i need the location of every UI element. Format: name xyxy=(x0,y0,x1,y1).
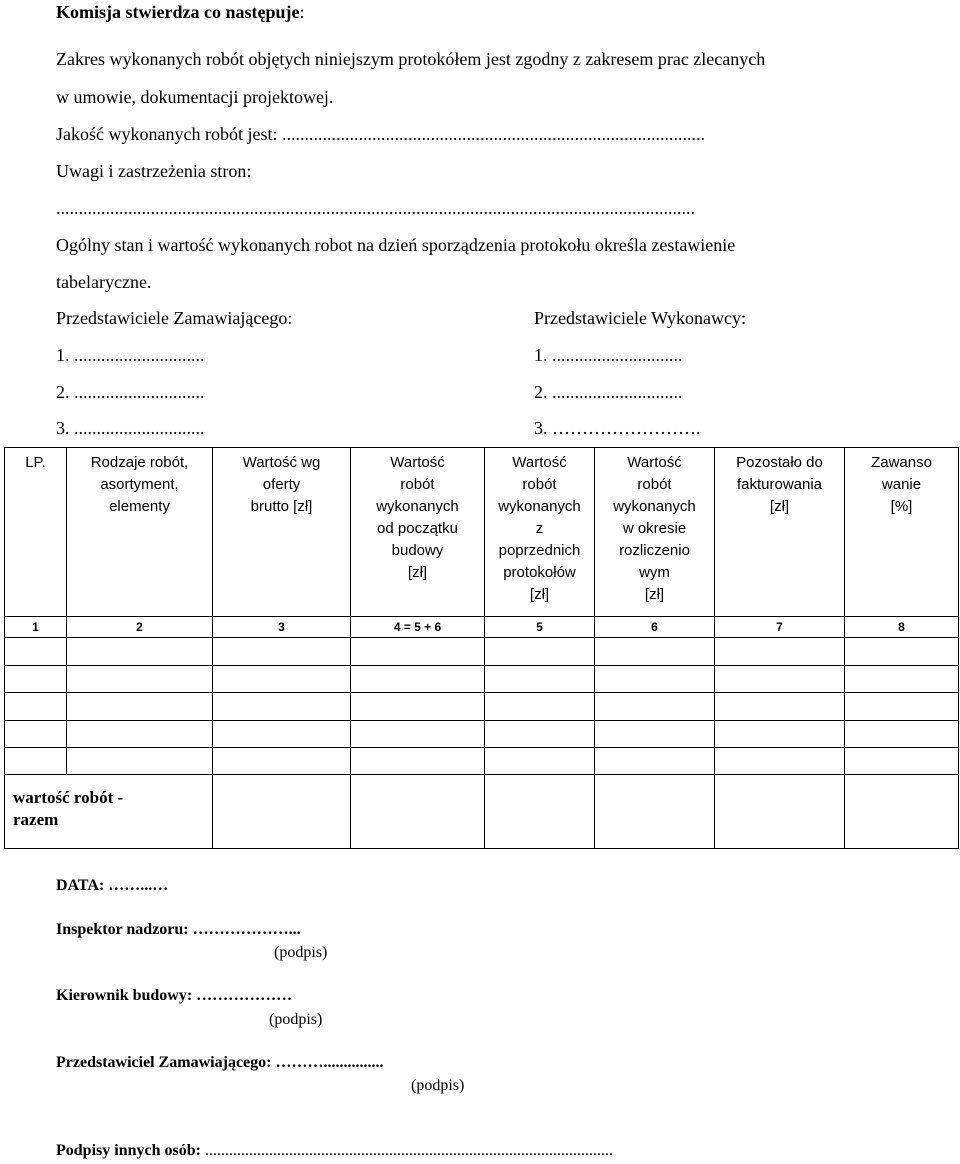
table-cell[interactable] xyxy=(67,665,213,692)
table-cell[interactable] xyxy=(67,747,213,774)
table-cell[interactable] xyxy=(213,665,351,692)
column-number: 3 xyxy=(213,617,351,638)
date-line: DATA: ……...… xyxy=(56,877,169,894)
scope-line-2: w umowie, dokumentacji projektowej. xyxy=(56,87,334,107)
sum-cell[interactable] xyxy=(351,775,485,849)
table-row xyxy=(5,720,959,747)
column-number: 7 xyxy=(715,617,845,638)
contractor-representative-3: 3. ……………………. xyxy=(534,418,701,438)
table-cell[interactable] xyxy=(715,693,845,720)
other-signatures-line xyxy=(56,1142,613,1160)
sum-cell[interactable] xyxy=(845,775,959,849)
table-cell[interactable] xyxy=(845,665,959,692)
column-number: 4 = 5 + 6 xyxy=(351,617,485,638)
table-cell[interactable] xyxy=(715,665,845,692)
table-cell[interactable] xyxy=(485,720,595,747)
sum-cell[interactable] xyxy=(715,775,845,849)
section-heading-colon: : xyxy=(299,2,305,22)
table-row xyxy=(5,665,959,692)
header-progress: Zawanso wanie [%] xyxy=(845,448,959,617)
site-manager-line: Kierownik budowy: ……………… xyxy=(56,987,293,1004)
inspector-sign-caption: (podpis) xyxy=(274,944,328,961)
general-line-1: Ogólny stan i wartość wykonanych robot na dzień sporządzenia protokołu określa zestawienie xyxy=(56,235,736,255)
column-number: 1 xyxy=(5,617,67,638)
header-value-previous-protocols: Wartość robót wykonanych z poprzednich protokołów [zł] xyxy=(485,448,595,617)
table-header-row xyxy=(5,448,959,617)
table-cell[interactable] xyxy=(5,665,67,692)
orderer-representatives-title: Przedstawiciele Zamawiającego: xyxy=(56,308,293,328)
table-cell[interactable] xyxy=(351,665,485,692)
table-row xyxy=(5,693,959,720)
column-number: 6 xyxy=(595,617,715,638)
table-cell[interactable] xyxy=(595,638,715,665)
sum-label: wartość robót - razem xyxy=(5,775,213,849)
sum-cell[interactable] xyxy=(595,775,715,849)
table-cell[interactable] xyxy=(351,747,485,774)
table-cell[interactable] xyxy=(67,720,213,747)
table-cell[interactable] xyxy=(715,747,845,774)
table-cell[interactable] xyxy=(595,720,715,747)
sum-cell[interactable] xyxy=(485,775,595,849)
general-line-2: tabelaryczne. xyxy=(56,272,152,292)
table-cell[interactable] xyxy=(595,747,715,774)
table-row xyxy=(5,638,959,665)
table-cell[interactable] xyxy=(5,747,67,774)
works-summary-table xyxy=(4,447,959,849)
header-remaining-to-invoice: Pozostało do fakturowania [zł] xyxy=(715,448,845,617)
table-cell[interactable] xyxy=(485,665,595,692)
table-cell[interactable] xyxy=(5,638,67,665)
column-number: 5 xyxy=(485,617,595,638)
table-cell[interactable] xyxy=(67,693,213,720)
table-cell[interactable] xyxy=(213,720,351,747)
header-work-types: Rodzaje robót, asortyment, elementy xyxy=(67,448,213,617)
contractor-representatives-title: Przedstawiciele Wykonawcy: xyxy=(534,308,747,328)
other-signatures-label: Podpisy innych osób: xyxy=(56,1142,205,1159)
orderer-representative-1: 1. ............................. xyxy=(56,345,205,365)
table-cell[interactable] xyxy=(5,693,67,720)
orderer-representative-sign-caption: (podpis) xyxy=(411,1077,465,1094)
table-cell[interactable] xyxy=(845,638,959,665)
table-cell[interactable] xyxy=(845,747,959,774)
table-cell[interactable] xyxy=(715,720,845,747)
quality-line: Jakość wykonanych robót jest: .............................................................................................. xyxy=(56,124,705,144)
inspector-line: Inspektor nadzoru: ………………... xyxy=(56,921,301,938)
table-cell[interactable] xyxy=(351,720,485,747)
table-cell[interactable] xyxy=(67,638,213,665)
column-numbers-row xyxy=(5,617,959,638)
orderer-representative-3: 3. ............................. xyxy=(56,418,205,438)
remarks-label: Uwagi i zastrzeżenia stron: xyxy=(56,161,252,181)
header-lp: LP. xyxy=(5,448,67,617)
table-cell[interactable] xyxy=(213,747,351,774)
table-cell[interactable] xyxy=(845,720,959,747)
table-cell[interactable] xyxy=(485,638,595,665)
header-value-current-period: Wartość robót wykonanych w okresie rozliczenio wym [zł] xyxy=(595,448,715,617)
column-number: 8 xyxy=(845,617,959,638)
table-row xyxy=(5,747,959,774)
section-heading-bold: Komisja stwierdza co następuje xyxy=(56,2,300,22)
table-cell[interactable] xyxy=(845,693,959,720)
table-sum-row xyxy=(5,775,959,849)
contractor-representative-2: 2. ............................. xyxy=(534,382,683,402)
orderer-representative-line: Przedstawiciel Zamawiającego: ………............... xyxy=(56,1054,384,1071)
table-cell[interactable] xyxy=(213,693,351,720)
header-offer-value: Wartość wg oferty brutto [zł] xyxy=(213,448,351,617)
column-number: 2 xyxy=(67,617,213,638)
remarks-dots: .............................................................................................................................................. xyxy=(56,198,695,218)
other-signatures-dots: ...................................................................................................... xyxy=(204,1142,613,1159)
contractor-representative-1: 1. ............................. xyxy=(534,345,683,365)
table-cell[interactable] xyxy=(351,638,485,665)
table-cell[interactable] xyxy=(5,720,67,747)
table-cell[interactable] xyxy=(485,693,595,720)
table-cell[interactable] xyxy=(595,665,715,692)
header-value-since-start: Wartość robót wykonanych od początku budowy [zł] xyxy=(351,448,485,617)
section-heading xyxy=(56,2,304,23)
table-cell[interactable] xyxy=(485,747,595,774)
orderer-representative-2: 2. ............................. xyxy=(56,382,205,402)
table-cell[interactable] xyxy=(213,638,351,665)
table-cell[interactable] xyxy=(595,693,715,720)
table-cell[interactable] xyxy=(351,693,485,720)
sum-cell[interactable] xyxy=(213,775,351,849)
scope-line-1: Zakres wykonanych robót objętych niniejszym protokółem jest zgodny z zakresem prac zlecanych xyxy=(56,49,766,69)
site-manager-sign-caption: (podpis) xyxy=(269,1011,323,1028)
table-cell[interactable] xyxy=(715,638,845,665)
